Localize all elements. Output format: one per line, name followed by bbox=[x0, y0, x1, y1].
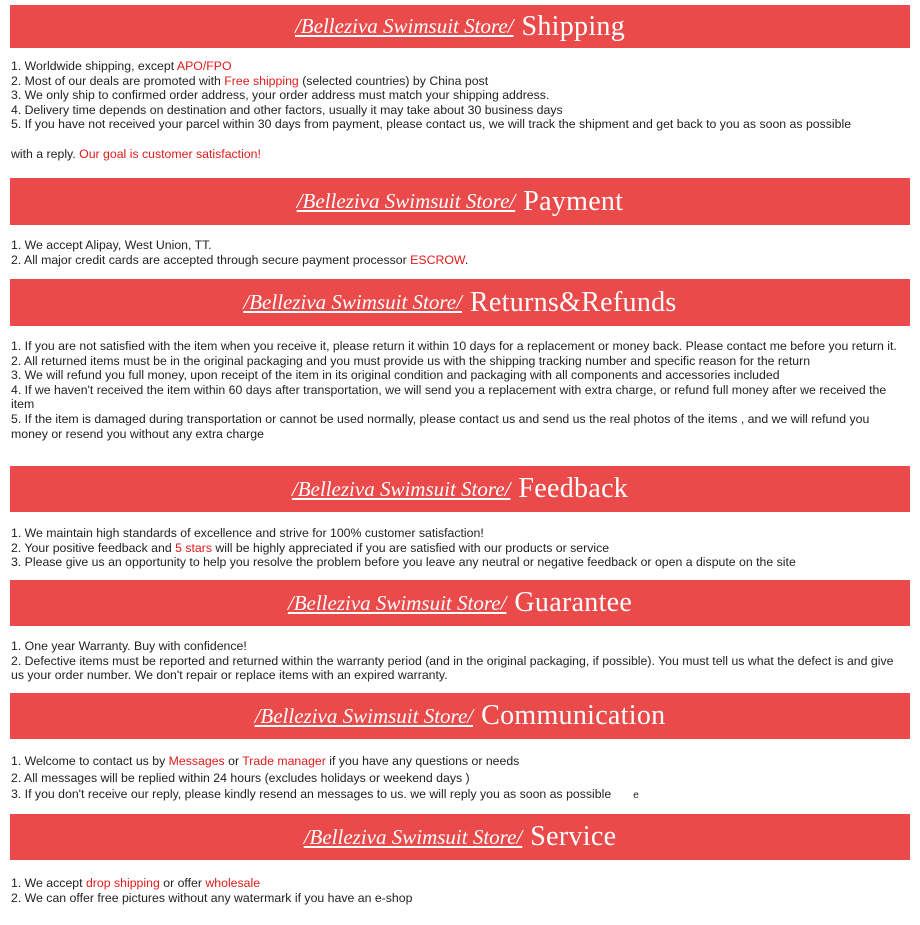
service-banner bbox=[10, 814, 910, 860]
list-item: with a reply. Our goal is customer satisfaction! bbox=[11, 146, 261, 161]
list-item: 1. Welcome to contact us by Messages or Trade manager if you have any questions or needs bbox=[11, 754, 520, 768]
section-title-service: Service bbox=[530, 821, 617, 852]
list-item: 3. We will refund you full money, upon receipt of the item in its original condition and packaging with all components and accessories included bbox=[11, 368, 780, 383]
store-name: /Belleziva Swimsuit Store/ bbox=[254, 703, 474, 728]
service-text bbox=[11, 876, 906, 905]
list-item: 3. If you don't receive our reply, please kindly resend an messages to us. we will reply you as soon as possible e bbox=[11, 787, 639, 801]
list-item: 5. If the item is damaged during transportation or cannot be used normally, please contact us and send us the real photos of the items , and we will refund you money or resend you without any extra charge bbox=[11, 411, 870, 441]
trade-manager-link: Trade manager bbox=[242, 754, 326, 768]
list-item: 1. We accept drop shipping or offer wholesale bbox=[11, 876, 261, 890]
list-item: 2. Most of our deals are promoted with Free shipping (selected countries) by China post bbox=[11, 73, 489, 88]
payment-banner bbox=[10, 178, 910, 225]
list-item: 2. Defective items must be reported and returned within the warranty period (and in the original packaging, if possible). You must tell us what the defect is and give us your order number. We don't repair or replace items with an expired warranty. bbox=[11, 653, 894, 683]
messages-link: Messages bbox=[168, 754, 225, 768]
list-item: 1. We maintain high standards of excellence and strive for 100% customer satisfaction! bbox=[11, 526, 484, 540]
guarantee-banner bbox=[10, 580, 910, 626]
communication-banner bbox=[10, 693, 910, 739]
returns-banner bbox=[10, 279, 910, 326]
list-item: 2. All messages will be replied within 24 hours (excludes holidays or weekend days ) bbox=[11, 770, 470, 785]
section-title-feedback: Feedback bbox=[518, 473, 629, 504]
payment-text bbox=[11, 238, 906, 267]
shipping-text bbox=[11, 59, 906, 162]
store-name: /Belleziva Swimsuit Store/ bbox=[291, 476, 511, 501]
shipping-banner bbox=[10, 5, 910, 48]
list-item: 2. All major credit cards are accepted through secure payment processor ESCROW. bbox=[11, 252, 469, 267]
list-item: 3. We only ship to confirmed order address, your order address must match your shipping address. bbox=[11, 88, 550, 103]
store-name: /Belleziva Swimsuit Store/ bbox=[287, 590, 507, 615]
list-item: 1. Worldwide shipping, except APO/FPO bbox=[11, 59, 232, 73]
section-title-communication: Communication bbox=[481, 700, 666, 731]
section-title-guarantee: Guarantee bbox=[514, 587, 633, 618]
section-title-payment: Payment bbox=[523, 185, 624, 217]
store-name: /Belleziva Swimsuit Store/ bbox=[243, 290, 462, 314]
list-item: 1. We accept Alipay, West Union, TT. bbox=[11, 238, 212, 252]
store-name: /Belleziva Swimsuit Store/ bbox=[296, 189, 516, 213]
section-title-shipping: Shipping bbox=[521, 10, 626, 42]
store-name: /Belleziva Swimsuit Store/ bbox=[303, 824, 523, 849]
list-item: 2. Your positive feedback and 5 stars will be highly appreciated if you are satisfied with our products or service bbox=[11, 540, 610, 555]
list-item: 4. Delivery time depends on destination and other factors, usually it may take about 30 business days bbox=[11, 102, 563, 117]
list-item: 4. If we haven't received the item within 60 days after transportation, we will send you a replacement with extra charge, or refund full money after we received the item bbox=[11, 382, 887, 412]
list-item: 1. One year Warranty. Buy with confidence! bbox=[11, 639, 247, 653]
communication-text bbox=[11, 753, 906, 805]
list-item: 1. If you are not satisfied with the item when you receive it, please return it within 10 days for a replacement or money back. Please contact me before you return it. bbox=[11, 339, 897, 353]
list-item: 3. Please give us an opportunity to help you resolve the problem before you leave any neutral or negative feedback or open a dispute on the site bbox=[11, 555, 796, 570]
store-name: /Belleziva Swimsuit Store/ bbox=[294, 14, 514, 38]
section-title-returns: Returns&Refunds bbox=[469, 286, 677, 318]
feedback-banner bbox=[10, 466, 910, 512]
list-item: 2. We can offer free pictures without any watermark if you have an e-shop bbox=[11, 890, 413, 905]
feedback-text bbox=[11, 526, 906, 570]
list-item: 5. If you have not received your parcel within 30 days from payment, please contact us, we will track the shipment and get back to you as soon as possible bbox=[11, 117, 852, 132]
list-item: 2. All returned items must be in the original packaging and you must provide us with the shipping tracking number and specific reason for the return bbox=[11, 353, 811, 368]
guarantee-text bbox=[11, 639, 906, 683]
returns-text bbox=[11, 339, 906, 441]
